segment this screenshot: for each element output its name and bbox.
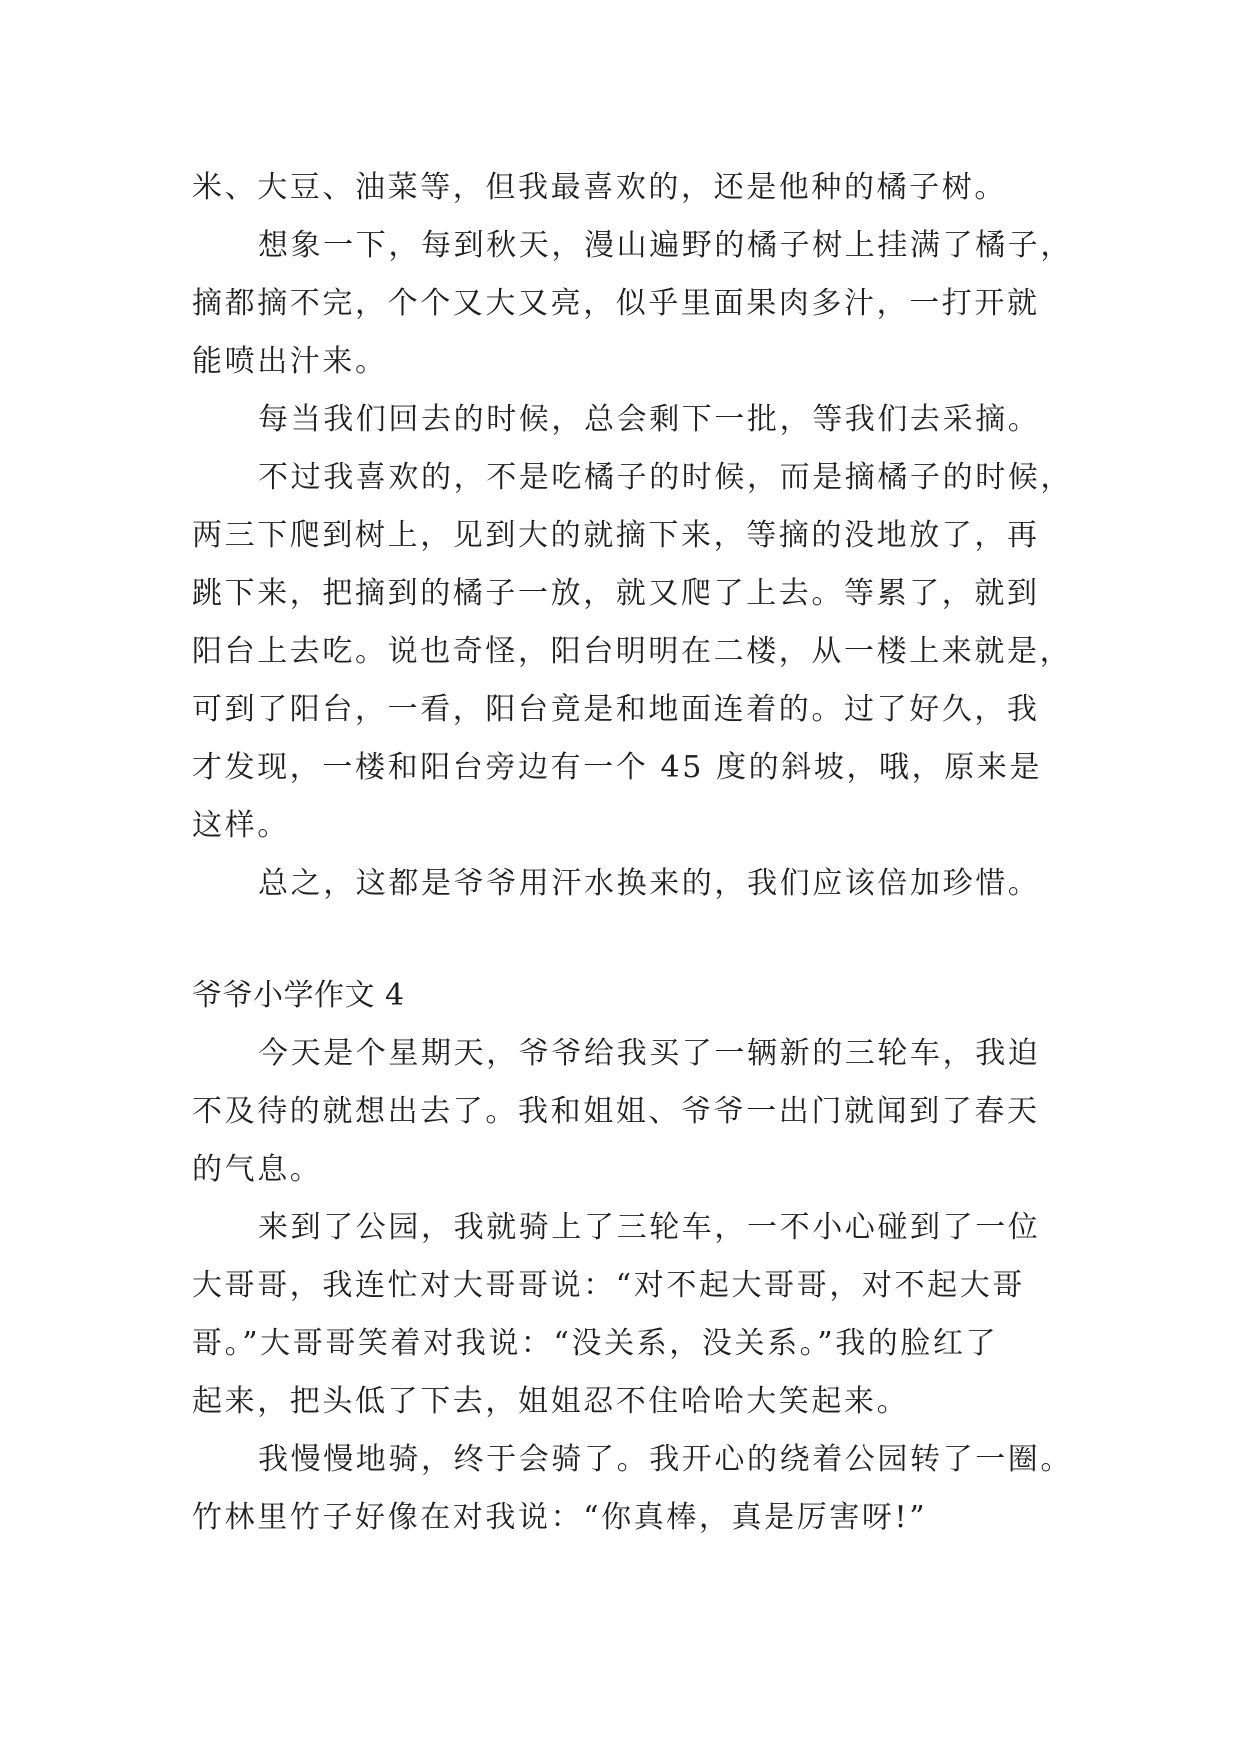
- text-line: 跳下来，把摘到的橘子一放，就又爬了上去。等累了，就到: [192, 576, 1040, 611]
- text-line: 两三下爬到树上，见到大的就摘下来，等摘的没地放了，再: [192, 518, 1040, 553]
- text-line: 的气息。: [192, 1152, 323, 1187]
- text-line: 想象一下，每到秋天，漫山遍野的橘子树上挂满了橘子，: [258, 228, 1073, 263]
- text-line: 来到了公园，我就骑上了三轮车，一不小心碰到了一位: [258, 1210, 1041, 1245]
- text-line: 总之，这都是爷爷用汗水换来的，我们应该倍加珍惜。: [258, 866, 1041, 901]
- text-line: 我慢慢地骑，终于会骑了。我开心的绕着公园转了一圈。: [258, 1442, 1073, 1477]
- text-line: 才发现，一楼和阳台旁边有一个 45 度的斜坡，哦，原来是: [192, 750, 1043, 785]
- text-line: 大哥哥，我连忙对大哥哥说：“对不起大哥哥，对不起大哥: [192, 1268, 1025, 1303]
- text-line: 这样。: [192, 808, 290, 843]
- text-line: 可到了阳台，一看，阳台竟是和地面连着的。过了好久，我: [192, 692, 1040, 727]
- text-line: 能喷出汁来。: [192, 344, 388, 379]
- text-line: 哥。”大哥哥笑着对我说：“没关系，没关系。”我的脸红了: [192, 1326, 999, 1361]
- text-line: 每当我们回去的时候，总会剩下一批，等我们去采摘。: [258, 402, 1041, 437]
- text-line: 起来，把头低了下去，姐姐忍不住哈哈大笑起来。: [192, 1384, 910, 1419]
- section-title: 爷爷小学作文 4: [192, 978, 405, 1013]
- text-line: 不及待的就想出去了。我和姐姐、爷爷一出门就闻到了春天: [192, 1094, 1040, 1129]
- text-line: 今天是个星期天，爷爷给我买了一辆新的三轮车，我迫: [258, 1036, 1041, 1071]
- text-line: 摘都摘不完，个个又大又亮，似乎里面果肉多汁，一打开就: [192, 286, 1040, 321]
- text-line: 竹林里竹子好像在对我说：“你真棒，真是厉害呀!”: [192, 1500, 928, 1535]
- text-line: 不过我喜欢的，不是吃橘子的时候，而是摘橘子的时候，: [258, 460, 1073, 495]
- text-line: 米、大豆、油菜等，但我最喜欢的，还是他种的橘子树。: [192, 170, 1007, 205]
- text-line: 阳台上去吃。说也奇怪，阳台明明在二楼，从一楼上来就是，: [192, 634, 1073, 669]
